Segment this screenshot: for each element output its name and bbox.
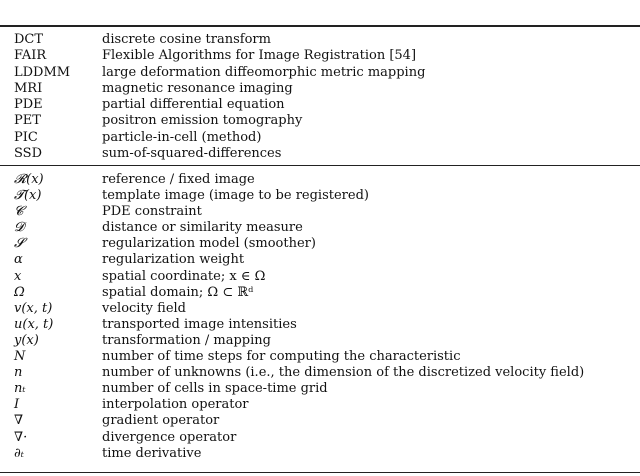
table-row xyxy=(0,220,640,236)
description-cell: magnetic resonance imaging xyxy=(102,80,293,96)
table-row xyxy=(0,446,640,462)
description-cell: spatial coordinate; x ∈ Ω xyxy=(102,268,266,284)
description-cell: regularization weight xyxy=(102,252,245,268)
description-cell: partial differential equation xyxy=(102,97,285,113)
table-row xyxy=(0,397,640,413)
description-cell: sum-of-squared-differences xyxy=(102,146,282,162)
table-row xyxy=(0,269,640,285)
symbol-cell: 𝓢 xyxy=(14,236,25,252)
symbol-cell: I xyxy=(14,397,20,413)
symbol-cell: 𝓡(x) xyxy=(14,172,44,187)
description-cell: time derivative xyxy=(102,445,202,461)
table-row xyxy=(0,317,640,333)
table-row xyxy=(0,172,640,188)
description-cell: number of cells in space-time grid xyxy=(102,381,328,397)
table-row xyxy=(0,413,640,429)
description-cell: positron emission tomography xyxy=(102,113,303,129)
description-cell: discrete cosine transform xyxy=(102,32,271,47)
description-cell: number of time steps for computing the characteristic xyxy=(102,349,461,365)
description-cell: reference / fixed image xyxy=(102,172,255,187)
symbol-cell: N xyxy=(14,349,26,365)
table-row xyxy=(0,204,640,220)
symbol-cell: PET xyxy=(14,113,41,129)
table-row xyxy=(0,252,640,268)
symbol-cell: v(x, t) xyxy=(14,300,53,316)
symbol-cell: 𝓣(x) xyxy=(14,188,42,204)
description-cell: spatial domain; Ω ⊂ ℝᵈ xyxy=(102,284,254,300)
description-cell: template image (image to be registered) xyxy=(102,188,369,204)
symbol-cell: DCT xyxy=(14,32,44,47)
description-cell: regularization model (smoother) xyxy=(102,236,316,252)
table-row xyxy=(0,333,640,349)
symbol-cell: y(x) xyxy=(14,332,39,348)
table-row xyxy=(0,349,640,365)
table-row xyxy=(0,65,640,81)
symbol-cell: ∂ₜ xyxy=(14,445,24,461)
symbol-cell: SSD xyxy=(14,146,43,162)
table-row xyxy=(0,97,640,113)
symbol-cell: ∇ xyxy=(14,413,24,429)
description-cell: Flexible Algorithms for Image Registration [54] xyxy=(102,48,417,64)
symbol-cell: x xyxy=(14,268,22,284)
table-row xyxy=(0,285,640,301)
table-row xyxy=(0,381,640,397)
table-row xyxy=(0,365,640,381)
description-cell: number of unknowns (i.e., the dimension of the discretized velocity field) xyxy=(102,365,585,381)
table-row xyxy=(0,188,640,204)
table-row xyxy=(0,301,640,317)
description-cell: PDE constraint xyxy=(102,204,202,220)
description-cell: transported image intensities xyxy=(102,316,297,332)
symbol-cell: 𝓒 xyxy=(14,204,24,220)
description-cell: gradient operator xyxy=(102,413,220,429)
bottom-rule xyxy=(0,472,640,473)
description-cell: particle-in-cell (method) xyxy=(102,129,262,145)
description-cell: distance or similarity measure xyxy=(102,220,303,236)
table-row xyxy=(0,146,640,162)
table-row xyxy=(0,81,640,97)
table-row xyxy=(0,236,640,252)
table-row xyxy=(0,48,640,64)
description-cell: velocity field xyxy=(102,300,187,316)
middle-rule xyxy=(0,165,640,166)
symbol-cell: PDE xyxy=(14,97,43,113)
top-rule xyxy=(0,25,640,27)
symbol-cell: n xyxy=(14,365,23,381)
table-row xyxy=(0,130,640,146)
symbol-cell: MRI xyxy=(14,80,43,96)
symbol-cell: FAIR xyxy=(14,48,47,64)
abbreviations-section xyxy=(0,32,640,162)
description-cell: large deformation diffeomorphic metric mapping xyxy=(102,64,426,80)
description-cell: interpolation operator xyxy=(102,397,249,413)
symbol-cell: LDDMM xyxy=(14,64,71,80)
symbol-cell: Ω xyxy=(14,284,25,300)
symbol-cell: ∇· xyxy=(14,429,28,445)
table-row xyxy=(0,32,640,48)
symbol-cell: nₜ xyxy=(14,381,26,397)
table-row xyxy=(0,113,640,129)
symbol-cell: u(x, t) xyxy=(14,316,54,332)
symbols-section xyxy=(0,172,640,462)
description-cell: divergence operator xyxy=(102,429,237,445)
symbol-cell: 𝓓 xyxy=(14,220,24,236)
symbol-cell: α xyxy=(14,252,23,268)
symbol-cell: PIC xyxy=(14,129,38,145)
description-cell: transformation / mapping xyxy=(102,332,271,348)
table-row xyxy=(0,430,640,446)
